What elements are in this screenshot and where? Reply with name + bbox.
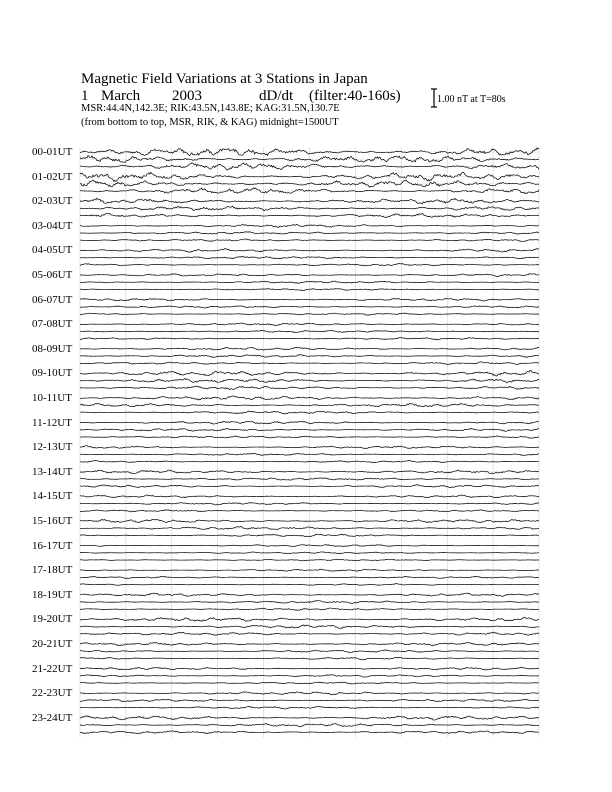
filter-label: (filter:40-160s) [309,88,401,104]
row-label: 17-18UT [32,564,73,577]
row-label: 15-16UT [32,515,73,527]
row-label: 22-23UT [32,687,73,700]
row-label: 07-08UT [32,318,73,331]
chart-title: Magnetic Field Variations at 3 Stations in Japan [81,71,368,87]
row-label: 02-03UT [32,195,73,208]
row-label: 16-17UT [32,539,73,552]
row-label: 05-06UT [32,269,73,281]
component-label: dD/dt [259,88,294,104]
row-label: 08-09UT [32,342,73,355]
row-label: 06-07UT [32,293,73,306]
row-label: 11-12UT [32,416,72,429]
row-label: 12-13UT [32,441,73,454]
row-label: 00-01UT [32,146,73,158]
midnight-text: midnight=1500UT [259,117,339,128]
row-label: 13-14UT [32,465,73,478]
row-label: 09-10UT [32,367,73,380]
row-label: 14-15UT [32,490,73,503]
row-label: 21-22UT [32,662,73,675]
date-day: 1 [81,88,89,104]
row-label: 04-05UT [32,244,73,257]
row-label: 01-02UT [32,170,73,183]
order-note-text: (from bottom to top, MSR, RIK, & KAG) [81,117,258,128]
date-year: 2003 [172,88,202,104]
stations-text: MSR:44.4N,142.3E; RIK:43.5N,143.8E; KAG:31.5N,130.7E [81,103,340,114]
date-month: March [101,88,141,104]
row-label: 23-24UT [32,711,73,724]
row-label: 10-11UT [32,392,72,404]
row-label: 18-19UT [32,588,73,601]
row-label: 19-20UT [32,613,73,626]
scale-label: 1.00 nT at T=80s [437,94,506,105]
row-label: 20-21UT [32,638,73,650]
row-label: 03-04UT [32,219,73,232]
